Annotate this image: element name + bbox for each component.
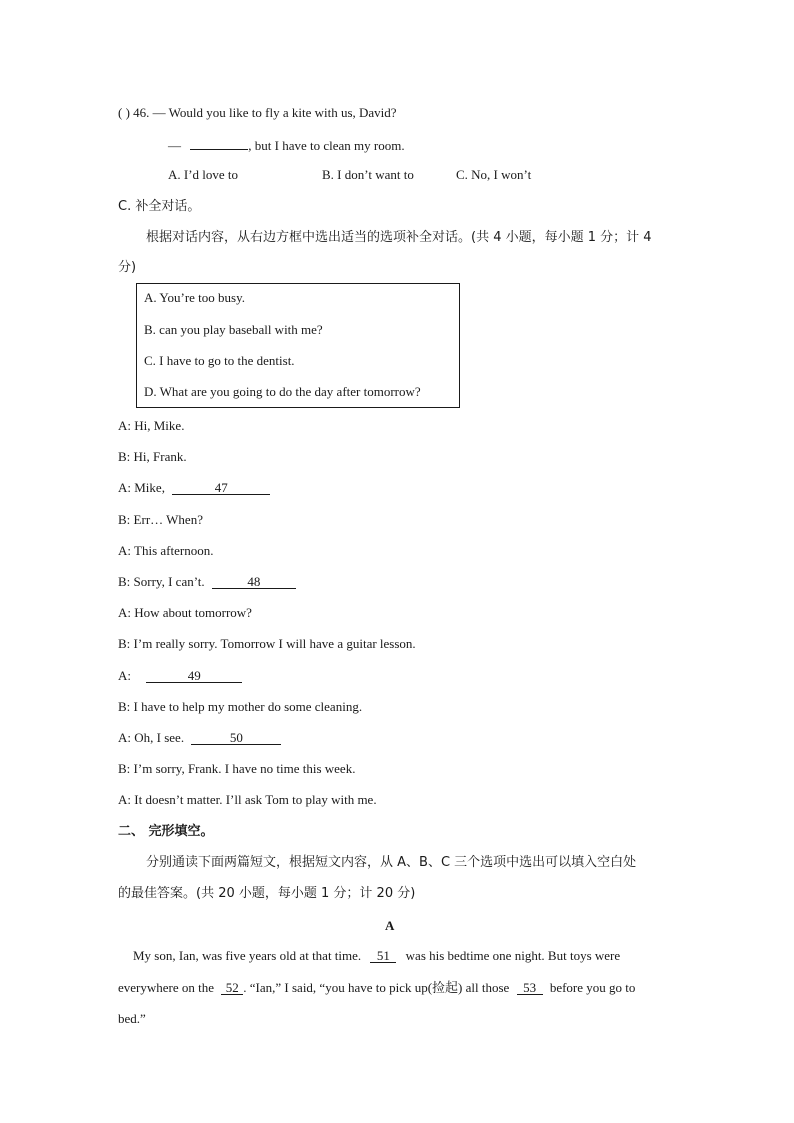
dialogue-text: Err… When? xyxy=(133,512,203,527)
dialogue-text: This afternoon. xyxy=(134,543,214,558)
section-2-heading: 二、 完形填空。 xyxy=(118,824,214,839)
dialogue-line xyxy=(118,448,187,466)
dialogue-line xyxy=(118,573,296,591)
passage-text: My son, Ian, was five years old at that time. xyxy=(133,948,362,963)
blank-52: 52 xyxy=(221,980,243,995)
box-option-a: A. You’re too busy. xyxy=(144,290,245,305)
question-text: — Would you like to fly a kite with us, David? xyxy=(152,105,397,120)
section-c-heading: C. 补全对话。 xyxy=(118,199,201,214)
dialogue-line xyxy=(118,417,184,435)
dialogue-line xyxy=(118,791,377,809)
question-46-response xyxy=(168,135,405,155)
passage-text: was his bedtime one night. But toys were xyxy=(405,948,621,963)
dialogue-line xyxy=(118,542,213,560)
speaker: A: xyxy=(118,668,131,683)
blank-50: 50 xyxy=(191,730,281,745)
options-box xyxy=(136,283,460,408)
passage-line xyxy=(133,947,620,965)
dialogue-line xyxy=(118,760,355,778)
passage-title: A xyxy=(385,918,395,933)
box-option-c: C. I have to go to the dentist. xyxy=(144,353,295,368)
speaker: B: xyxy=(118,512,131,527)
speaker: A: xyxy=(118,418,131,433)
dialogue-line xyxy=(118,635,416,653)
speaker: B: xyxy=(118,699,131,714)
blank-53: 53 xyxy=(517,980,543,995)
answer-blank xyxy=(190,135,248,150)
dash: — xyxy=(168,138,181,153)
blank-51: 51 xyxy=(370,948,396,963)
section-c-instruction-cont: 分) xyxy=(118,260,137,275)
dialogue-text: I have to help my mother do some cleaning. xyxy=(133,699,363,714)
passage-line: bed.” xyxy=(118,1011,146,1026)
dialogue-text: Hi, Frank. xyxy=(133,449,187,464)
box-option-b: B. can you play baseball with me? xyxy=(144,322,323,337)
speaker: B: xyxy=(118,636,131,651)
dialogue-text: It doesn’t matter. I’ll ask Tom to play with me. xyxy=(134,792,377,807)
section-2-instruction-cont: 的最佳答案。(共 20 小题，每小题 1 分；计 20 分) xyxy=(118,886,416,901)
answer-paren: ( ) xyxy=(118,105,130,120)
speaker: A: xyxy=(118,543,131,558)
dialogue-text: Sorry, I can’t. xyxy=(133,574,205,589)
option-c: C. No, I won’t xyxy=(456,167,532,182)
dialogue-text: I’m really sorry. Tomorrow I will have a guitar lesson. xyxy=(133,636,416,651)
option-b: B. I don’t want to xyxy=(322,167,414,182)
dialogue-line xyxy=(118,479,270,497)
speaker: A: xyxy=(118,730,131,745)
question-number: 46. xyxy=(133,105,150,120)
blank-47: 47 xyxy=(172,480,270,495)
dialogue-text: I’m sorry, Frank. I have no time this week. xyxy=(133,761,356,776)
speaker: A: xyxy=(118,480,131,495)
option-a: A. I’d love to xyxy=(168,167,239,182)
response-text: , but I have to clean my room. xyxy=(248,138,405,153)
box-option-d: D. What are you going to do the day after tomorrow? xyxy=(144,384,421,399)
passage-text: before you go to xyxy=(549,980,636,995)
question-46 xyxy=(118,104,397,122)
dialogue-line xyxy=(118,604,252,622)
dialogue-line xyxy=(118,511,203,529)
dialogue-text: Hi, Mike. xyxy=(134,418,185,433)
section-c-instruction: 根据对话内容，从右边方框中选出适当的选项补全对话。(共 4 小题，每小题 1 分；计 4 xyxy=(146,230,652,245)
section-2-instruction: 分别通读下面两篇短文，根据短文内容，从 A、B、C 三个选项中选出可以填入空白处 xyxy=(146,855,637,870)
speaker: A: xyxy=(118,792,131,807)
dialogue-line xyxy=(118,729,281,747)
dialogue-line xyxy=(118,698,362,716)
dialogue-text: Oh, I see. xyxy=(134,730,185,745)
dialogue-line xyxy=(118,667,242,685)
passage-line xyxy=(118,979,635,997)
passage-text: . “Ian,” I said, “you have to pick up(捡起) all those xyxy=(243,980,510,995)
speaker: B: xyxy=(118,574,131,589)
passage-text: everywhere on the xyxy=(118,980,215,995)
dialogue-text: Mike, xyxy=(134,480,165,495)
speaker: A: xyxy=(118,605,131,620)
blank-48: 48 xyxy=(212,574,296,589)
blank-49: 49 xyxy=(146,668,242,683)
speaker: B: xyxy=(118,761,131,776)
dialogue-text: How about tomorrow? xyxy=(134,605,252,620)
speaker: B: xyxy=(118,449,131,464)
